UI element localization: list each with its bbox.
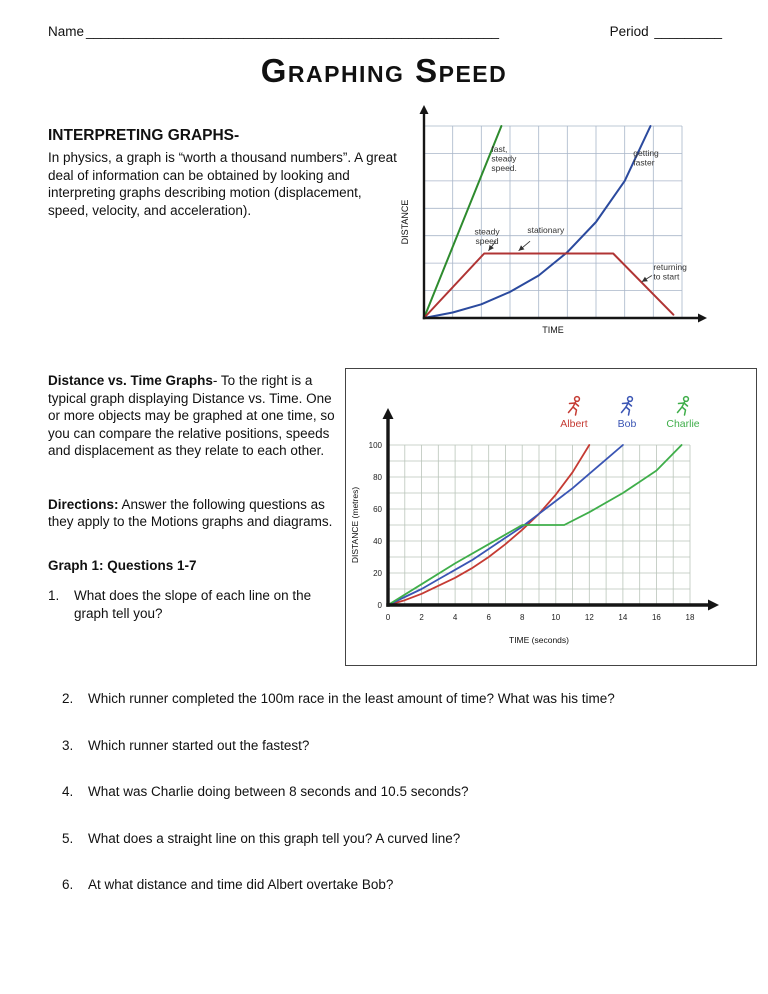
svg-text:60: 60 — [373, 505, 382, 514]
svg-text:100: 100 — [368, 441, 382, 450]
svg-text:gettingfaster: getting faster — [633, 148, 659, 168]
svg-text:40: 40 — [373, 537, 382, 546]
question-5-number: 5. — [62, 830, 74, 846]
question-4-text: What was Charlie doing between 8 seconds and 10.5 seconds? — [88, 784, 469, 800]
period-blank-line: _________ — [654, 24, 722, 39]
svg-text:stationary: stationary — [527, 224, 565, 235]
distance-vs-time-paragraph — [48, 372, 340, 460]
question-5 — [62, 830, 722, 848]
svg-text:TIME: TIME — [542, 325, 564, 335]
svg-text:16: 16 — [651, 613, 661, 622]
svg-text:0: 0 — [377, 601, 382, 610]
distance-time-concept-graph — [400, 100, 710, 348]
question-1-text: What does the slope of each line on the graph tell you? — [74, 588, 312, 621]
svg-text:Charlie: Charlie — [666, 418, 700, 430]
question-3-text: Which runner started out the fastest? — [88, 737, 310, 753]
race-graph-frame — [345, 368, 757, 666]
svg-text:2: 2 — [419, 613, 424, 622]
svg-text:20: 20 — [373, 569, 382, 578]
question-2-text: Which runner completed the 100m race in the least amount of time? What was his time? — [88, 691, 615, 706]
period-field — [610, 24, 722, 39]
svg-text:80: 80 — [373, 473, 382, 482]
graph1-heading: Graph 1: Questions 1-7 — [48, 557, 197, 573]
question-5-text: What does a straight line on this graph tell you? A curved line? — [88, 830, 461, 846]
question-6-number: 6. — [62, 877, 74, 893]
interpreting-graphs-heading: INTERPRETING GRAPHS- — [48, 127, 240, 144]
header-row — [48, 24, 722, 39]
svg-text:steadyspeed: steady speed — [474, 226, 500, 246]
question-3 — [62, 737, 722, 755]
svg-text:4: 4 — [452, 613, 458, 622]
question-1-number: 1. — [48, 588, 60, 604]
interpreting-graphs-section — [48, 126, 404, 219]
question-list — [62, 690, 722, 923]
question-3-number: 3. — [62, 737, 74, 753]
svg-text:fast,steadyspeed.: fast, steady speed. — [491, 144, 517, 174]
page-title: Graphing Speed — [260, 52, 508, 89]
svg-text:12: 12 — [584, 613, 594, 622]
question-1 — [48, 587, 340, 622]
question-2 — [62, 690, 722, 708]
svg-text:Bob: Bob — [617, 418, 637, 430]
name-field — [48, 24, 499, 39]
svg-text:0: 0 — [385, 613, 391, 622]
question-6 — [62, 876, 722, 894]
period-label: Period — [609, 24, 649, 39]
distance-vs-time-lead: Distance vs. Time Graphs — [48, 373, 213, 388]
race-distance-time-graph — [346, 369, 754, 663]
directions-rest: Answer the following questions as they apply to the Motions graphs and diagrams. — [48, 496, 333, 530]
svg-text:18: 18 — [685, 613, 695, 622]
name-label: Name — [48, 24, 85, 39]
svg-text:8: 8 — [519, 613, 525, 622]
directions-label: Directions: — [48, 496, 119, 512]
question-6-text: At what distance and time did Albert overtake Bob? — [88, 877, 394, 893]
svg-text:DISTANCE (metres): DISTANCE (metres) — [350, 486, 360, 564]
question-4-number: 4. — [62, 784, 74, 800]
svg-text:returningto start: returning to start — [653, 262, 687, 282]
distance-vs-time-section — [48, 372, 340, 622]
svg-text:TIME (seconds): TIME (seconds) — [509, 635, 569, 645]
svg-text:Albert: Albert — [560, 418, 588, 430]
svg-text:6: 6 — [486, 613, 491, 622]
svg-text:10: 10 — [551, 613, 561, 622]
svg-text:DISTANCE: DISTANCE — [400, 199, 410, 245]
svg-text:14: 14 — [618, 613, 628, 622]
interpreting-graphs-body: In physics, a graph is “worth a thousand numbers”. A great deal of information can be obtained by looking and interpreting graphs describing motion (displacement, speed, velocity, and acceleration). — [48, 150, 397, 218]
name-blank-line: _______________________________________________________ — [86, 24, 499, 39]
question-2-number: 2. — [62, 691, 74, 706]
distance-vs-time-rest: - To the right is a typical graph displaying Distance vs. Time. One or more objects may be graphed at one time, so you can compare the relative positions, speeds and displacement as they relate to each other. — [48, 373, 335, 459]
question-4 — [62, 783, 722, 801]
directions-paragraph — [48, 496, 340, 531]
